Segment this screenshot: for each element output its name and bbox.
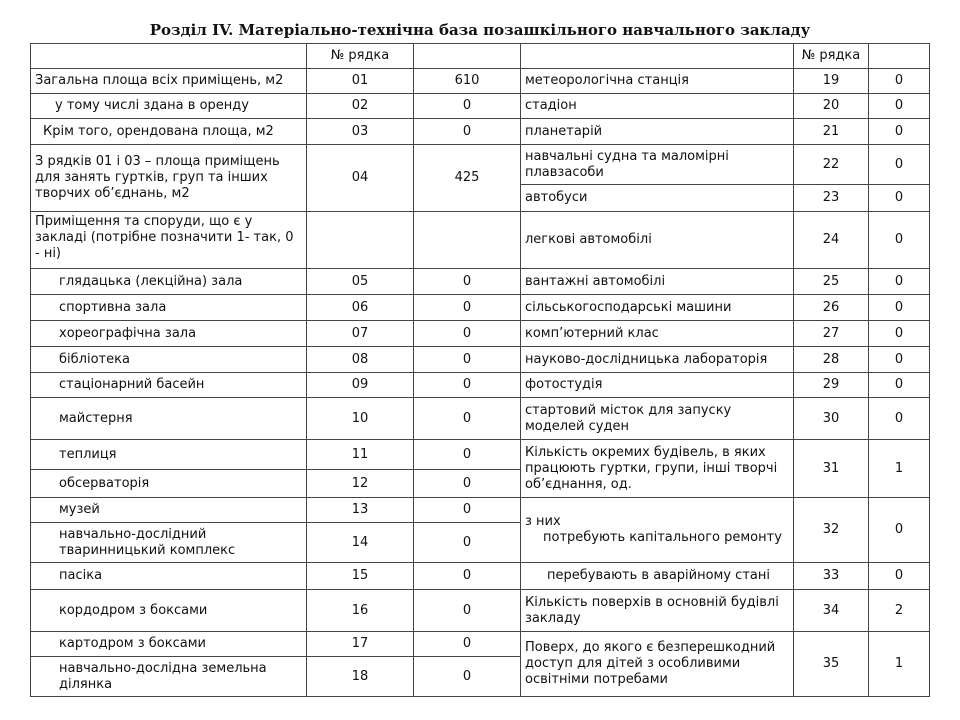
row-label (521, 498, 794, 563)
row-value: 0 (414, 295, 521, 321)
row-label: Крім того, орендована площа, м2 (31, 119, 307, 145)
row-label: спортивна зала (31, 295, 307, 321)
row-number (307, 212, 414, 269)
row-number: 24 (794, 212, 869, 269)
row-value: 0 (869, 94, 930, 119)
table-row (31, 145, 930, 185)
row-number: 23 (794, 185, 869, 212)
row-number: 10 (307, 398, 414, 440)
row-label: стадіон (521, 94, 794, 119)
row-value: 0 (414, 523, 521, 563)
row-label: картодром з боксами (31, 632, 307, 657)
row-value: 1 (869, 440, 930, 498)
header-blank-left (31, 44, 307, 69)
row-value: 0 (869, 119, 930, 145)
row-value: 1 (869, 632, 930, 697)
row-number: 19 (794, 69, 869, 94)
header-blank-right (521, 44, 794, 69)
row-number: 27 (794, 321, 869, 347)
row-value: 0 (414, 398, 521, 440)
row-number: 07 (307, 321, 414, 347)
row-value: 610 (414, 69, 521, 94)
row-number: 12 (307, 470, 414, 498)
row-number: 11 (307, 440, 414, 470)
table-row (31, 69, 930, 94)
row-label: бібліотека (31, 347, 307, 373)
row-label-sub: потребують капітального ремонту (543, 530, 782, 545)
row-value: 0 (869, 269, 930, 295)
row-number: 05 (307, 269, 414, 295)
row-number: 21 (794, 119, 869, 145)
row-number: 02 (307, 94, 414, 119)
row-number: 31 (794, 440, 869, 498)
row-value: 0 (414, 470, 521, 498)
table-row (31, 212, 930, 269)
row-label: сільськогосподарські машини (521, 295, 794, 321)
table-row (31, 373, 930, 398)
table-row (31, 321, 930, 347)
row-value: 0 (869, 145, 930, 185)
row-value: 0 (869, 185, 930, 212)
row-label: кордодром з боксами (31, 590, 307, 632)
row-value: 0 (414, 269, 521, 295)
table-row (31, 563, 930, 590)
header-blank-right-value (869, 44, 930, 69)
row-value: 0 (414, 498, 521, 523)
row-value: 0 (414, 119, 521, 145)
section-title: Розділ IV. Матеріально-технічна база позашкільного навчального закладу (149, 21, 811, 39)
row-value: 0 (414, 440, 521, 470)
row-label: легкові автомобілі (521, 212, 794, 269)
row-label-group: з них (525, 514, 561, 529)
row-number: 20 (794, 94, 869, 119)
row-label: Кількість окремих будівель, в яких працюють гуртки, групи, інші творчі об’єднання, од. (521, 440, 794, 498)
row-value: 0 (414, 657, 521, 697)
row-label: Загальна площа всіх приміщень, м2 (31, 69, 307, 94)
row-value: 0 (414, 590, 521, 632)
row-number: 09 (307, 373, 414, 398)
row-number: 04 (307, 145, 414, 212)
header-row-number-right: № рядка (794, 44, 869, 69)
row-label: стартовий місток для запуску моделей суден (521, 398, 794, 440)
row-value: 0 (414, 373, 521, 398)
row-value: 0 (869, 321, 930, 347)
table-row (31, 398, 930, 440)
table-row (31, 347, 930, 373)
row-label: пасіка (31, 563, 307, 590)
row-number: 15 (307, 563, 414, 590)
row-value: 0 (869, 373, 930, 398)
row-number: 32 (794, 498, 869, 563)
row-number: 14 (307, 523, 414, 563)
row-value: 0 (414, 94, 521, 119)
row-number: 18 (307, 657, 414, 697)
row-number: 28 (794, 347, 869, 373)
row-number: 01 (307, 69, 414, 94)
row-value: 0 (414, 347, 521, 373)
row-number: 16 (307, 590, 414, 632)
row-value: 0 (869, 498, 930, 563)
row-label: теплиця (31, 440, 307, 470)
table-row (31, 632, 930, 657)
row-label: Поверх, до якого є безперешкодний доступ для дітей з особливими освітніми потребами (521, 632, 794, 697)
table-row (31, 440, 930, 470)
table-header-row (31, 44, 930, 69)
row-label: навчально-дослідний тваринницький комплекс (31, 523, 307, 563)
header-row-number-left: № рядка (307, 44, 414, 69)
row-label: планетарій (521, 119, 794, 145)
row-value: 0 (414, 632, 521, 657)
row-label: З рядків 01 і 03 – площа приміщень для занять гуртків, груп та інших творчих об’єднань, м2 (31, 145, 307, 212)
row-label: глядацька (лекційна) зала (31, 269, 307, 295)
row-label: хореографічна зала (31, 321, 307, 347)
row-number: 25 (794, 269, 869, 295)
row-value: 425 (414, 145, 521, 212)
row-value (414, 212, 521, 269)
row-number: 35 (794, 632, 869, 697)
row-number: 34 (794, 590, 869, 632)
row-label: музей (31, 498, 307, 523)
row-label: метеорологічна станція (521, 69, 794, 94)
row-number: 08 (307, 347, 414, 373)
row-label: вантажні автомобілі (521, 269, 794, 295)
row-value: 0 (869, 398, 930, 440)
row-number: 22 (794, 145, 869, 185)
row-number: 33 (794, 563, 869, 590)
row-value: 0 (869, 347, 930, 373)
row-value: 2 (869, 590, 930, 632)
row-value: 0 (869, 212, 930, 269)
row-value: 0 (869, 295, 930, 321)
table-row (31, 94, 930, 119)
row-number: 06 (307, 295, 414, 321)
row-label: навчальні судна та маломірні плавзасоби (521, 145, 794, 185)
row-number: 03 (307, 119, 414, 145)
row-number: 13 (307, 498, 414, 523)
row-value: 0 (869, 563, 930, 590)
material-base-table (30, 43, 930, 697)
row-label: у тому числі здана в оренду (31, 94, 307, 119)
row-value: 0 (414, 321, 521, 347)
row-number: 26 (794, 295, 869, 321)
table-row (31, 119, 930, 145)
table-row (31, 498, 930, 523)
row-label: науково-дослідницька лабораторія (521, 347, 794, 373)
row-label: фотостудія (521, 373, 794, 398)
row-label: Приміщення та споруди, що є у закладі (потрібне позначити 1- так, 0 - ні) (31, 212, 307, 269)
row-label: стаціонарний басейн (31, 373, 307, 398)
table-row (31, 590, 930, 632)
row-label: комп’ютерний клас (521, 321, 794, 347)
row-label: автобуси (521, 185, 794, 212)
row-label: Кількість поверхів в основній будівлі закладу (521, 590, 794, 632)
header-blank-left-value (414, 44, 521, 69)
row-label: обсерваторія (31, 470, 307, 498)
table-row (31, 295, 930, 321)
row-label: майстерня (31, 398, 307, 440)
row-number: 30 (794, 398, 869, 440)
row-value: 0 (869, 69, 930, 94)
row-label: навчально-дослідна земельна ділянка (31, 657, 307, 697)
row-value: 0 (414, 563, 521, 590)
row-number: 29 (794, 373, 869, 398)
row-number: 17 (307, 632, 414, 657)
row-label: перебувають в аварійному стані (521, 563, 794, 590)
table-row (31, 269, 930, 295)
